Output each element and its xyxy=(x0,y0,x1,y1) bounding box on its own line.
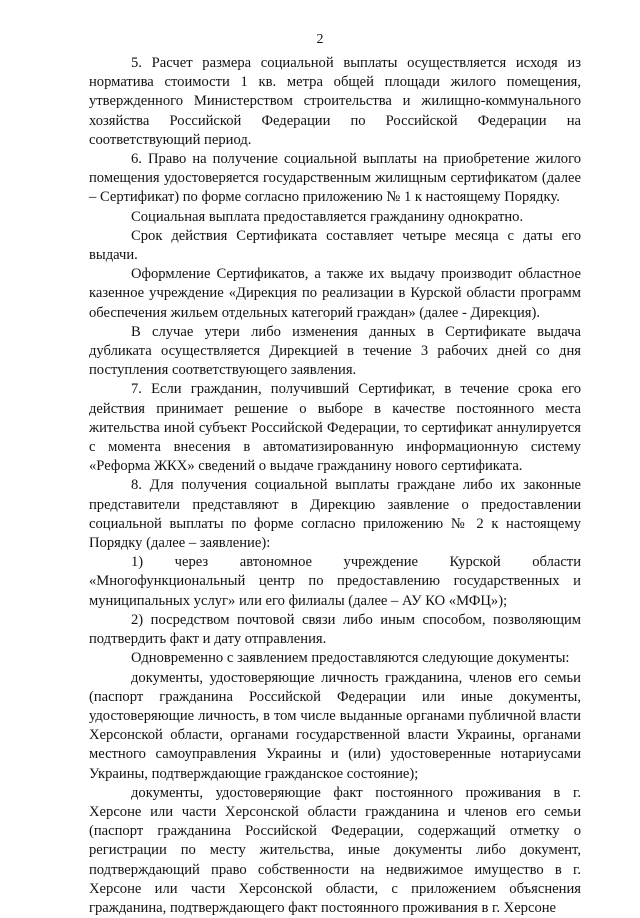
paragraph-documents-intro: Одновременно с заявлением предоставляются следующие документы: xyxy=(131,650,570,667)
paragraph-duplicate: В случае утери либо изменения данных в Сертификате выдача дубликата осуществляется Дирекцией в течение 3 рабочих дней со дня поступления соответствующего заявления. xyxy=(89,323,581,379)
paragraph-5: 5. Расчет размера социальной выплаты осуществляется исходя из норматива стоимости 1 кв. метра общей площади жилого помещения, утвержденного Министерством строительства и жилищно-коммунального хозяйства Российской Федерации по Российской Федерации на соответствующий период. xyxy=(89,55,581,148)
paragraph-residence-documents: документы, удостоверяющие факт постоянного проживания в г. Херсоне или части Херсонской области гражданина и членов его семьи (паспорт гражданина Российской Федерации, содержащий отметку о регистрации по месту жительства, иные документы либо документ, подтверждающий право собственности на недвижимое имущество в г. Херсоне или части Херсонской области, с приложением объяснения гражданина, подтверждающего факт постоянного проживания в г. Херсоне xyxy=(89,784,581,916)
paragraph-8: 8. Для получения социальной выплаты граждане либо их законные представители представляют в Дирекцию заявление о предоставлении социальной выплаты по форме согласно приложению № 2 к настоящему Порядку (далее – заявление): xyxy=(89,477,581,552)
paragraph-one-time-payment: Социальная выплата предоставляется гражданину однократно. xyxy=(131,208,524,225)
paragraph-identity-documents: документы, удостоверяющие личность гражданина, членов его семьи (паспорт гражданина Российской Федерации или иные документы, удостоверяющие личность, в том числе выданные органами публичной власти Херсонской области, органами государственной власти Украины, органами местного самоуправления Украины и (или) удостоверенные нотариусами Украины, подтверждающие гражданское состояние); xyxy=(89,669,581,782)
document-body xyxy=(89,54,581,918)
paragraph-7: 7. Если гражданин, получивший Сертификат, в течение срока его действия принимает решение о выборе в качестве постоянного места жительства иной субъект Российской Федерации, то сертификат аннулируется с момента внесения в автоматизированную информационную систему «Реформа ЖКХ» сведений о выдаче гражданину нового сертификата. xyxy=(89,381,581,475)
list-item-1: 1) через автономное учреждение Курской области «Многофункциональный центр по предоставлению государственных и муниципальных услуг» или его филиалы (далее – АУ КО «МФЦ»); xyxy=(89,554,581,609)
paragraph-issuance: Оформление Сертификатов, а также их выдачу производит областное казенное учреждение «Дирекция по реализации в Курской области программ обеспечения жильем отдельных категорий граждан» (далее - Дирекция). xyxy=(89,266,581,321)
paragraph-6: 6. Право на получение социальной выплаты на приобретение жилого помещения удостоверяется государственным жилищным сертификатом (далее – Сертификат) по форме согласно приложению № 1 к настоящему Порядку. xyxy=(89,151,581,206)
paragraph-validity-period: Срок действия Сертификата составляет четыре месяца с даты его выдачи. xyxy=(89,227,581,264)
list-item-2: 2) посредством почтовой связи либо иным способом, позволяющим подтвердить факт и дату отправления. xyxy=(89,611,581,648)
page-number: 2 xyxy=(316,32,324,47)
